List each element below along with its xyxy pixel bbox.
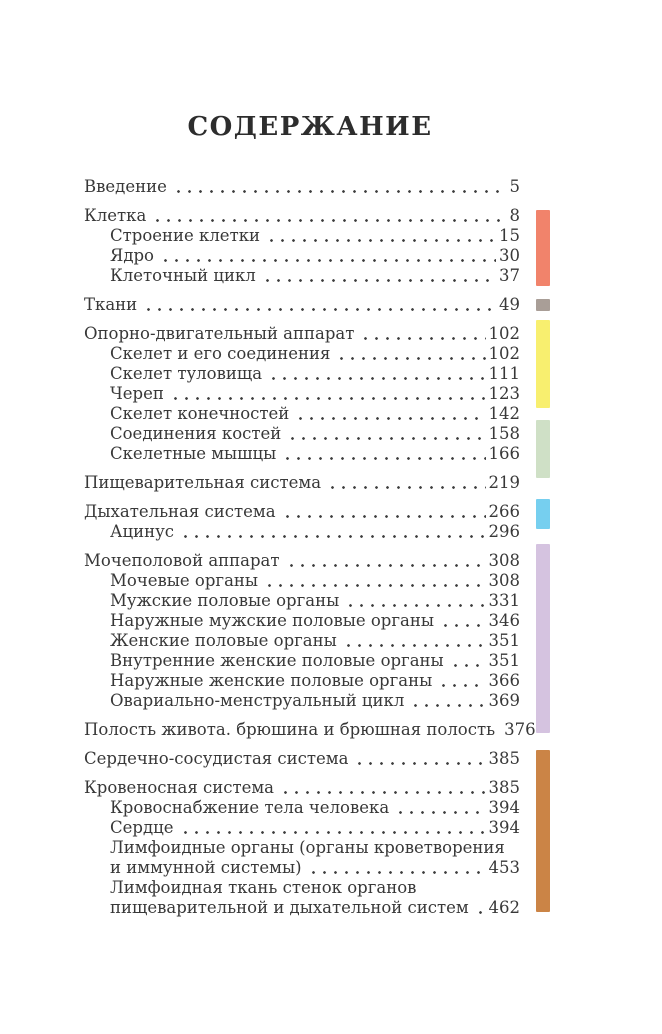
toc-entry	[84, 404, 520, 424]
page-number: 366	[488, 671, 520, 690]
page-number: 266	[488, 502, 520, 521]
dot-leader	[262, 266, 496, 286]
chapter-tab-urogenital	[536, 544, 550, 733]
dot-leader	[152, 206, 506, 226]
dot-leader	[336, 344, 485, 364]
dot-leader	[180, 522, 485, 542]
chapter-tab-musculoskeletal	[536, 320, 550, 408]
page-number: 308	[488, 571, 520, 590]
dot-leader	[360, 324, 485, 344]
toc-entry-label: Введение	[84, 177, 167, 196]
toc-entry	[84, 324, 520, 344]
page-number: 296	[488, 522, 520, 541]
toc-entry	[84, 444, 520, 464]
toc-entry-label: Женские половые органы	[110, 631, 337, 650]
toc-entry-label: Мочевые органы	[110, 571, 259, 590]
toc-group	[84, 206, 520, 286]
dot-leader	[280, 778, 485, 798]
toc-entry	[84, 571, 520, 591]
toc-entry-label: Череп	[110, 384, 164, 403]
page-number: 15	[499, 226, 520, 245]
page-number: 219	[488, 473, 520, 492]
page-number: 394	[488, 818, 520, 837]
toc-entry	[84, 424, 520, 444]
toc-entry	[84, 246, 520, 266]
dot-leader	[308, 858, 486, 878]
dot-leader	[343, 631, 486, 651]
toc-entry-label: Строение клетки	[110, 226, 261, 245]
page-number: 166	[488, 444, 520, 463]
page-number: 331	[488, 591, 520, 610]
toc-entry-label: Скелетные мышцы	[110, 444, 277, 463]
toc-group	[84, 551, 520, 711]
toc-list	[84, 177, 536, 918]
toc-entry-label: Лимфоидные органы (органы кроветворения	[110, 838, 505, 857]
toc-entry	[84, 838, 520, 858]
toc-group	[84, 502, 520, 542]
toc-entry-label: Опорно-двигательный аппарат	[84, 324, 355, 343]
toc-entry-label: Клеточный цикл	[110, 266, 256, 285]
dot-leader	[282, 502, 486, 522]
page-number: 453	[488, 858, 520, 877]
dot-leader	[282, 444, 485, 464]
toc-entry-label: Соединения костей	[110, 424, 282, 443]
toc-entry	[84, 878, 520, 898]
page-title: СОДЕРЖАНИЕ	[187, 112, 433, 142]
toc-group	[84, 295, 520, 315]
toc-group	[84, 749, 520, 769]
toc-group	[84, 177, 520, 197]
page-number: 369	[488, 691, 520, 710]
chapter-tab-tissues	[536, 299, 550, 311]
dot-leader	[170, 384, 486, 404]
dot-leader	[173, 177, 507, 197]
dot-leader	[354, 749, 485, 769]
page-number: 385	[488, 749, 520, 768]
toc-entry	[84, 226, 520, 246]
toc-entry-label: Ткани	[84, 295, 138, 314]
toc-entry-label: Сердце	[110, 818, 174, 837]
toc-entry	[84, 798, 520, 818]
toc-entry	[84, 778, 520, 798]
toc-entry	[84, 611, 520, 631]
chapter-tab-respiratory	[536, 499, 550, 529]
page-number: 346	[488, 611, 520, 630]
dot-leader	[440, 611, 486, 631]
toc-entry-label: Овариально-менструальный цикл	[110, 691, 405, 710]
page-number: 394	[488, 798, 520, 817]
toc-entry	[84, 295, 520, 315]
dot-leader	[264, 571, 485, 591]
toc-entry	[84, 671, 520, 691]
dot-leader	[287, 424, 485, 444]
dot-leader	[450, 651, 486, 671]
toc-entry	[84, 551, 520, 571]
toc-entry	[84, 522, 520, 542]
toc-entry-label: Внутренние женские половые органы	[110, 651, 444, 670]
chapter-tab-digestive	[536, 420, 550, 478]
page-number: 142	[488, 404, 520, 423]
dot-leader	[295, 404, 485, 424]
toc-entry-label: и иммунной системы)	[110, 858, 302, 877]
page-number: 49	[499, 295, 520, 314]
toc-group	[84, 324, 520, 464]
toc-group	[84, 473, 520, 493]
dot-leader	[266, 226, 496, 246]
page-number: 102	[488, 324, 520, 343]
toc-entry-label: Скелет туловища	[110, 364, 263, 383]
toc-entry	[84, 691, 520, 711]
toc-entry	[84, 631, 520, 651]
toc-entry	[84, 720, 536, 740]
toc-entry	[84, 364, 520, 384]
page-number: 462	[488, 898, 520, 917]
dot-leader	[268, 364, 485, 384]
toc-entry	[84, 858, 520, 878]
toc-group	[84, 720, 536, 740]
toc-entry	[84, 177, 520, 197]
toc-entry-label: Клетка	[84, 206, 147, 225]
toc-entry-label: Лимфоидная ткань стенок органов	[110, 878, 417, 897]
page-number: 123	[488, 384, 520, 403]
toc-entry-label: Ядро	[110, 246, 154, 265]
toc-entry-label: Кровоснабжение тела человека	[110, 798, 390, 817]
toc-entry-label: Сердечно-сосудистая система	[84, 749, 349, 768]
page-number: 385	[488, 778, 520, 797]
page-number: 351	[488, 631, 520, 650]
toc-entry-label: Дыхательная система	[84, 502, 276, 521]
toc-entry	[84, 344, 520, 364]
toc-entry-label: Наружные женские половые органы	[110, 671, 433, 690]
toc-entry	[84, 384, 520, 404]
toc-entry-label: Наружные мужские половые органы	[110, 611, 434, 630]
page-number: 158	[488, 424, 520, 443]
dot-leader	[438, 671, 485, 691]
toc-entry-label: Кровеносная система	[84, 778, 275, 797]
toc-entry	[84, 651, 520, 671]
toc-entry-label: Полость живота. брюшина и брюшная полость	[84, 720, 496, 739]
toc-entry	[84, 266, 520, 286]
toc-group	[84, 778, 520, 918]
toc-entry-label: Скелет и его соединения	[110, 344, 331, 363]
toc-entry	[84, 591, 520, 611]
toc-entry	[84, 749, 520, 769]
dot-leader	[345, 591, 485, 611]
dot-leader	[286, 551, 486, 571]
page-number: 30	[499, 246, 520, 265]
chapter-tab-cell	[536, 210, 550, 286]
toc-entry	[84, 473, 520, 493]
page-number: 376	[504, 720, 536, 739]
dot-leader	[475, 898, 486, 918]
toc-entry-label: пищеварительной и дыхательной систем	[110, 898, 469, 917]
page-number: 102	[488, 344, 520, 363]
chapter-tab-cardiovascular	[536, 750, 550, 912]
page-number: 5	[509, 177, 520, 196]
toc-entry-label: Ацинус	[110, 522, 175, 541]
dot-leader	[160, 246, 496, 266]
dot-leader	[410, 691, 485, 711]
page-number: 37	[499, 266, 520, 285]
dot-leader	[327, 473, 485, 493]
dot-leader	[395, 798, 485, 818]
toc-entry	[84, 206, 520, 226]
toc-entry-label: Мужские половые органы	[110, 591, 340, 610]
toc-entry-label: Скелет конечностей	[110, 404, 290, 423]
dot-leader	[143, 295, 496, 315]
toc-entry	[84, 898, 520, 918]
dot-leader	[180, 818, 486, 838]
toc-entry-label: Пищеварительная система	[84, 473, 322, 492]
page-number: 8	[509, 206, 520, 225]
page-number: 351	[488, 651, 520, 670]
page-number: 111	[488, 364, 520, 383]
page-number: 308	[488, 551, 520, 570]
toc-entry-label: Мочеполовой аппарат	[84, 551, 280, 570]
toc-entry	[84, 502, 520, 522]
toc-entry	[84, 818, 520, 838]
